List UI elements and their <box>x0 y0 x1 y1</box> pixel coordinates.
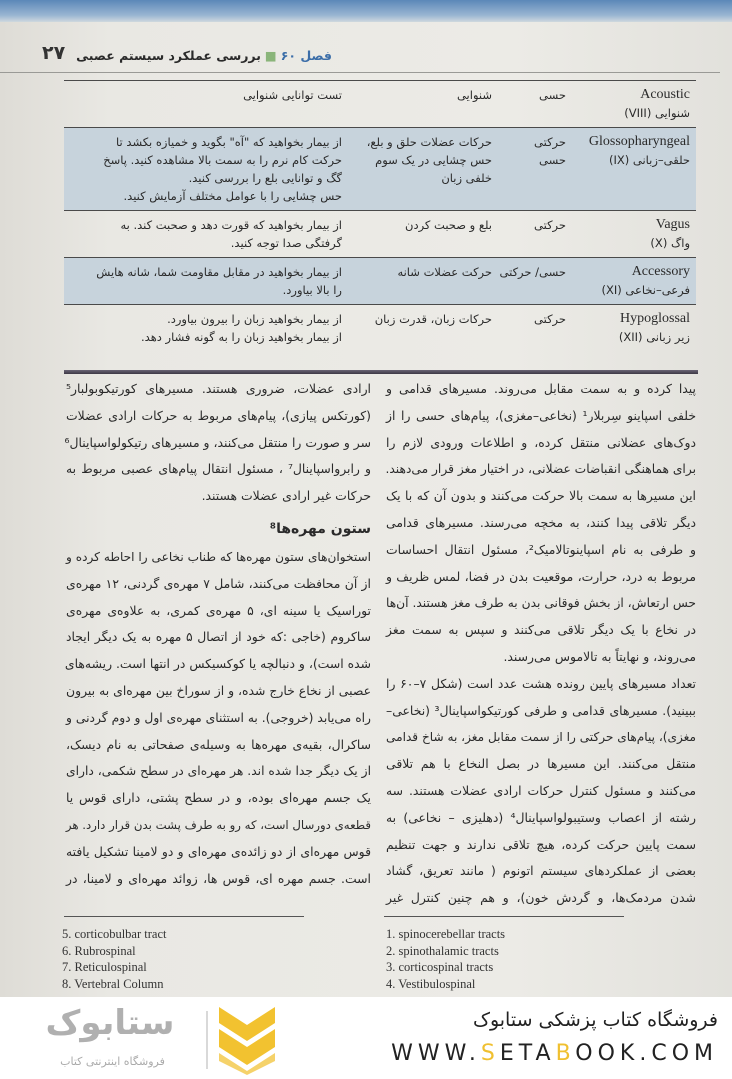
text-line: تعداد مسیرهای پایین رونده هشت عدد است (شکل ۷–۶۰ را <box>386 675 696 691</box>
nerve-name-fa: واگ (X) <box>650 236 690 250</box>
text-line: پیدا کرده و به سمت مقابل می‌روند. مسیرهای قدامی و <box>386 381 696 396</box>
nerve-type-cell <box>498 211 572 258</box>
nerve-test-line: از بیمار بخواهید زبان را به گونه فشار دهد. <box>141 330 342 344</box>
nerve-function-line: شنوایی <box>456 88 492 102</box>
text-line: بعضی از عملکردهای سیستم اتونوم ( مانند تعریق، گشاد <box>386 863 696 879</box>
footnote-rule <box>64 916 304 917</box>
nerve-name-fa: فرعی–نخاعی (XI) <box>601 283 690 297</box>
text-line: از یک دیگر جدا شده اند. هر مهره‌ای در سطح شکمی، دارای <box>66 764 371 779</box>
footnotes-left <box>62 926 166 992</box>
text-line: این مسیرها به سمت بالا حرکت می‌کنند و بدون آن که با یک <box>386 488 696 504</box>
nerve-type-cell <box>498 305 572 352</box>
text-line: یک جسم مهره‌ای بوده، و در سطح پشتی، دارای قوس یا <box>66 790 371 806</box>
chapter-label: فصل ۶۰ <box>280 48 332 63</box>
nerve-type-line: حسی <box>539 153 566 167</box>
footnote: 2. spinothalamic tracts <box>386 943 499 958</box>
chapter-header <box>76 48 332 63</box>
photo-top-edge <box>0 0 732 22</box>
table-row <box>64 211 696 258</box>
nerve-name-en: Accessory <box>631 264 690 279</box>
nerve-name-cell <box>572 81 696 128</box>
text-line: راه می‌یابد (خروجی). به استثنای مهره‌ی اول و دوم گردنی و <box>66 710 371 725</box>
section-heading: ستون مهره‌ها⁸ <box>269 520 371 537</box>
nerve-name-cell <box>572 305 696 352</box>
nerve-name-fa: حلقی–زبانی (IX) <box>608 153 690 167</box>
footnote: 4. Vestibulospinal <box>386 976 476 991</box>
footnote: 3. corticospinal tracts <box>386 960 494 974</box>
table-row <box>64 305 696 352</box>
text-line: و رابرواسپاینال⁷ ، مسئول انتقال پیام‌های عصبی مربوط به <box>66 461 371 477</box>
footnote: 1. spinocerebellar tracts <box>386 927 506 941</box>
nerve-name-cell <box>572 211 696 258</box>
table-row <box>64 258 696 305</box>
url-part: OOK.COM <box>575 1041 718 1066</box>
nerve-function-line: بلع و صحبت کردن <box>405 218 492 232</box>
text-line: حرکات غیر ارادی عضلات هستند. <box>201 488 371 504</box>
text-line: می‌کنند و مسئول کنترل حرکات ارادی عضلات هستند. سه <box>386 782 696 798</box>
text-line: منتقل می‌کنند. این مسیرها در بصل النخاع با هم تلاقی <box>386 756 696 772</box>
page-number: ۲۷ <box>42 42 66 64</box>
nerve-name-en: Hypoglossal <box>620 311 690 326</box>
nerve-test-cell <box>64 305 348 352</box>
logo-tagline: فروشگاه اینترنتی کتاب <box>60 1055 165 1068</box>
text-line: و طرفی به نام اسپاینوتالامیک²، مسئول انتقال احساسات <box>386 541 697 557</box>
footnote: 6. Rubrospinal <box>62 943 136 958</box>
left-column <box>66 376 371 892</box>
nerve-function-cell <box>348 81 498 128</box>
nerve-type-cell <box>498 81 572 128</box>
url-part: WWW. <box>391 1041 481 1066</box>
paragraph <box>386 376 696 671</box>
nerve-test-cell <box>64 81 348 128</box>
text-line: مربوط به درد، حرارت، موقعیت بدن در فضا، لمس ظریف و <box>386 568 696 584</box>
text-line: سمت پایین حرکت کرده، هیچ تلاقی ندارند و جهت تنظیم <box>386 836 696 852</box>
text-line: از آن محافظت می‌کنند، شامل ۷ مهره‌ی گردنی، ۱۲ مهره‌ی <box>66 575 371 591</box>
text-line: ساکروم (خاجی :که خود از اتصال ۵ مهره به یک دیگر ایجاد <box>66 629 371 645</box>
cranial-nerve-table <box>64 80 696 351</box>
nerve-test-line: حس چشایی را با عوامل مختلف آزمایش کنید. <box>123 189 342 203</box>
chapter-title: بررسی عملکرد سیستم عصبی <box>76 48 261 63</box>
nerve-test-line: از بیمار بخواهید در مقابل مقاومت شما، شانه هایش <box>96 265 342 279</box>
nerve-type-line: حرکتی <box>534 218 566 232</box>
footnote: 7. Reticulospinal <box>62 960 147 974</box>
text-line: در نخاع با یک دیگر تلاقی می‌کنند و سپس به سمت مغز <box>386 622 696 638</box>
nerve-test-line: حرکت کام نرم را به سمت بالا مشاهده کنید. پاسخ <box>103 153 342 167</box>
text-line: ساکرال، بقیه‌ی مهره‌ها به وسیله‌ی صفحاتی به نام دیسک، <box>66 736 371 752</box>
paragraph <box>66 544 371 892</box>
text-line: استخوان‌های ستون مهره‌ها که طناب نخاعی را احاطه کرده و <box>66 549 371 564</box>
header-rule <box>0 72 720 73</box>
table-bottom-bar <box>64 370 698 374</box>
text-line: (کورتکس پیازی)، پیام‌های مربوط به حرکات ارادی عضلات <box>66 407 371 423</box>
nerve-test-line: را بالا بیاورد. <box>282 283 342 297</box>
text-line: برای هماهنگی انقباضات عضلانی، در اختیار مغز قرار می‌دهند. <box>385 462 696 477</box>
nerve-type-line: حرکتی <box>534 312 566 326</box>
nerve-type-cell <box>498 258 572 305</box>
nerve-function-line: حرکات زبان، قدرت زبان <box>374 312 492 326</box>
text-line: حس ارتعاش، از بخش فوقانی بدن به طرف مغز هستند. آن‌ها <box>386 596 696 611</box>
nerve-function-line: حرکات عضلات حلق و بلع، <box>366 135 492 149</box>
text-line: مغزی)، پیام‌های حرکتی را از سمت مقابل مغز، به شاخ قدامی <box>386 730 696 745</box>
nerve-name-en: Vagus <box>655 217 690 232</box>
nerve-test-line: از بیمار بخواهید که "آه" بگوید و خمیازه بکشد تا <box>116 135 342 149</box>
nerve-function-line: حس چشایی در یک سوم <box>375 153 492 167</box>
right-column <box>386 376 696 912</box>
text-line: رشته از اعصاب وستیبولواسپاینال⁴ (دهلیزی – نخاعی) به <box>386 809 696 825</box>
text-line: ارادی عضلات، ضروری هستند. مسیرهای کورتیکوبولبار⁵ <box>66 381 371 396</box>
nerve-test-line: از بیمار بخواهید زبان را بیرون بیاورد. <box>167 312 342 326</box>
nerve-name-cell <box>572 258 696 305</box>
paragraph <box>386 671 696 912</box>
text-line: شده است)، و دنبالچه یا کوکسیکس در انتها است. ریشه‌های <box>64 656 371 672</box>
text-line: خلفی اسپاینو سِربلار¹ (نخاعی–مغزی)، پیام‌های حسی را از <box>386 407 696 423</box>
footnote: 5. corticobulbar tract <box>62 927 167 941</box>
nerve-type-line: حسی <box>539 88 566 102</box>
text-line: دیگر تلاقی پیدا کنند، به مخچه می‌رسند. مسیرهای قدامی <box>386 514 696 530</box>
watermark-footer <box>0 997 732 1079</box>
text-line: دوک‌های عضلانی منتقل کرده، و اطلاعات ورودی لازم را <box>386 434 696 450</box>
footnote-rule <box>384 916 624 917</box>
nerve-name-cell <box>572 128 696 211</box>
footnote: 8. Vertebral Column <box>62 976 164 991</box>
nerve-name-en: Glossopharyngeal <box>588 134 690 149</box>
text-line: قطعه‌ی دورسال است، که رو به طرف پشت بدن قرار دارد. هر <box>65 817 371 832</box>
nerve-name-fa: شنوایی (VIII) <box>624 106 690 120</box>
text-line: است. جسم مهره ای، قوس ها، زوائد مهره‌ای و لامینا، در <box>66 870 371 886</box>
shop-name: فروشگاه کتاب پزشکی ستابوک <box>472 1009 718 1031</box>
nerve-test-line: تست توانایی شنوایی <box>243 88 342 102</box>
square-bullet-icon: ■ <box>264 48 277 63</box>
text-line: می‌روند، و نهایتاً به تالاموس می‌رسند. <box>503 648 696 664</box>
nerve-type-line: حسی/ حرکتی <box>499 265 566 279</box>
nerve-name-fa: زیر زبانی (XII) <box>618 330 690 344</box>
footnotes-right <box>386 926 505 992</box>
text-line: سر و صورت را منتقل می‌کنند، و مسیرهای رتیکولواسپاینال⁶ <box>64 434 371 450</box>
nerve-function-cell <box>348 128 498 211</box>
nerve-test-cell <box>64 128 348 211</box>
nerve-function-cell <box>348 258 498 305</box>
nerve-function-cell <box>348 305 498 352</box>
text-line: شدن مردمک‌ها، و گردش خون)، و هم چنین کنترل غیر <box>386 890 696 906</box>
nerve-function-line: خلفی زبان <box>441 171 492 185</box>
chevron-logo-icon <box>205 1003 280 1075</box>
text-line: ببینید). مسیرهای قدامی و طرفی کورتیکواسپاینال³ (نخاعی– <box>386 702 696 718</box>
nerve-function-cell <box>348 211 498 258</box>
url-part: S <box>480 1041 500 1066</box>
nerve-name-en: Acoustic <box>640 87 690 102</box>
nerve-test-cell <box>64 211 348 258</box>
nerve-function-line: حرکت عضلات شانه <box>397 265 492 279</box>
nerve-test-line: گگ و توانایی بلع را بررسی کنید. <box>188 171 342 185</box>
nerve-test-cell <box>64 258 348 305</box>
nerve-test-line: از بیمار بخواهید که قورت دهد و صحبت کند. به <box>120 218 342 232</box>
paragraph <box>66 376 371 510</box>
text-line: عصبی از نخاع خارج شده، و از سوراخ بین مهره‌ای به بیرون <box>66 682 371 698</box>
nerve-type-cell <box>498 128 572 211</box>
text-line: توراسیک یا سینه ای، ۵ مهره‌ی کمری، به علاوه‌ی مهره‌ی <box>66 602 371 618</box>
text-line: قوس مهره‌ای از دو زائده‌ی مهره‌ای و دو لامینا تشکیل یافته <box>66 843 371 859</box>
url-part: ETA <box>499 1041 556 1066</box>
table-row <box>64 81 696 128</box>
table-row <box>64 128 696 211</box>
url-part: B <box>555 1041 576 1066</box>
shop-url[interactable] <box>391 1041 718 1066</box>
logo-wordmark: ستابوک <box>45 1003 175 1043</box>
nerve-type-line: حرکتی <box>534 135 566 149</box>
nerve-test-line: گرفتگی صدا توجه کنید. <box>230 236 342 250</box>
